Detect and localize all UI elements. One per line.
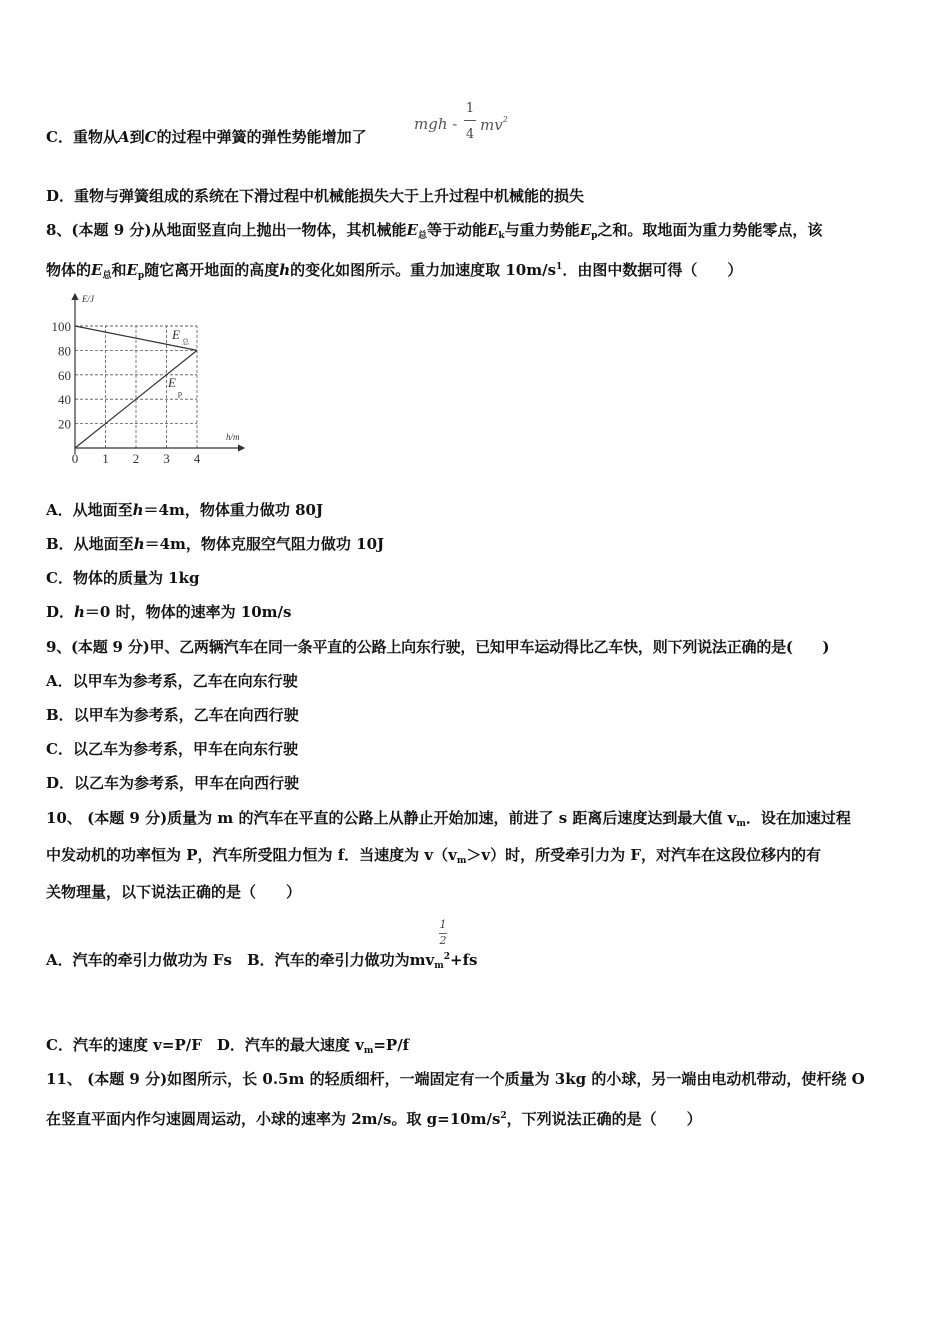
q10-frac-num: 1	[439, 918, 447, 931]
y-axis-label: E/J	[82, 294, 94, 304]
q7-frac-den: 4	[465, 127, 475, 142]
q8-l2-ep: E	[126, 261, 138, 279]
q8-l2-h: h	[279, 261, 291, 279]
q8-opta-a: A．从地面至	[46, 501, 133, 519]
q8-optd-a: D．	[46, 603, 75, 621]
q7-optc-prefix: C．重物从	[46, 128, 118, 146]
q8-l1-ep: E	[579, 221, 592, 239]
label-e-total-sub: 总	[182, 338, 189, 346]
q10-optcd-a: C．汽车的速度 v=P/F D．汽车的最大速度 v	[46, 1036, 364, 1054]
y-tick-label: 100	[51, 319, 71, 334]
q10-optcd-sub: m	[363, 1046, 374, 1056]
q10-l1-b: ．设在加速过程	[745, 809, 851, 827]
q8-l2-b: 和	[111, 261, 127, 279]
q7-frac-bar	[464, 120, 476, 121]
q7-option-c	[46, 127, 367, 147]
q8-l2-c: 随它离开地面的高度	[144, 261, 280, 279]
x-tick-label: 2	[132, 451, 140, 466]
q8-optb-h: h	[133, 535, 145, 553]
q10-stem-line2	[46, 845, 821, 871]
q8-optd-b: ＝0 时，物体的速率为 10m/s	[84, 603, 292, 621]
label-e-p: E	[168, 375, 176, 390]
q11-stem-line1: 11、 (本题 9 分)如图所示，长 0.5m 的轻质细杆，一端固定有一个质量为 3kg 的小球，另一端由电动机带动，使杆绕 O	[46, 1070, 865, 1088]
q8-stem-line2	[46, 257, 742, 286]
q8-l2-a: 物体的	[46, 261, 92, 279]
q7-formula-mv: mv	[480, 116, 503, 134]
y-tick-label: 20	[58, 416, 71, 432]
q8-l1-b: 等于动能	[426, 221, 487, 239]
q10-stem-line3: 关物理量，以下说法正确的是（ ）	[46, 883, 302, 901]
y-tick-label: 60	[58, 367, 71, 383]
q7-formula-right	[480, 115, 508, 134]
x-tick-label: 4	[193, 451, 201, 466]
q8-option-c: C．物体的质量为 1kg	[46, 569, 200, 587]
q9-stem: 9、(本题 9 分)甲、乙两辆汽车在同一条平直的公路上向东行驶，已知甲车运动得比乙车快，则下列说法正确的是( )	[46, 638, 830, 656]
q11-stem-line2	[46, 1106, 702, 1129]
q8-l1-sub-total: 总	[417, 231, 427, 241]
q7-option-d: D．重物与弹簧组成的系统在下滑过程中机械能损失大于上升过程中机械能的损失	[46, 187, 585, 205]
q8-option-b	[46, 534, 384, 554]
q11-l2-b: ，下列说法正确的是（ ）	[506, 1110, 702, 1128]
q10-l2-b: ＞v）时，所受牵引力为 F，对汽车在这段位移内的有	[466, 846, 821, 864]
q10-optcd-b: =P/f	[373, 1036, 410, 1054]
q8-l1-ek: E	[486, 221, 499, 239]
label-e-p-sub: p	[178, 389, 182, 398]
q9-option-a: A．以甲车为参考系，乙车在向东行驶	[46, 672, 298, 690]
q8-l1-a: 8、(本题 9 分)从地面竖直向上抛出一物体，其机械能	[46, 221, 407, 239]
x-axis-label: h/m	[226, 432, 240, 442]
q10-l1-sub: m	[736, 819, 746, 829]
q9-option-c: C．以乙车为参考系，甲车在向东行驶	[46, 740, 298, 758]
y-tick-label: 80	[58, 343, 71, 359]
q10-l2-a: 中发动机的功率恒为 P，汽车所受阻力恒为 f．当速度为 v（v	[46, 846, 457, 864]
q10-optab-sub: m	[434, 961, 444, 971]
q7-optc-a: A	[117, 128, 130, 146]
x-tick-label: 1	[102, 451, 109, 466]
q10-l2-sub: m	[456, 856, 467, 866]
q8-l1-e: E	[406, 221, 418, 239]
q8-l1-c: 与重力势能	[504, 221, 580, 239]
q8-stem-line1	[46, 220, 822, 246]
q11-l2-sup: 2	[500, 1111, 507, 1121]
q10-frac-den: 2	[439, 934, 447, 947]
q8-option-d	[46, 602, 291, 622]
label-e-total: E	[172, 327, 180, 342]
q10-optab-sup: 2	[443, 952, 451, 962]
q10-optab-a: A．汽车的牵引力做功为 Fs B．汽车的牵引力做功为	[46, 951, 410, 969]
q8-l1-d: 之和。取地面为重力势能零点，该	[597, 221, 823, 239]
q7-formula-sup: 2	[502, 115, 508, 124]
q10-stem-line1	[46, 808, 851, 834]
q8-l2-e-tail: ．由图中数据可得（ ）	[562, 261, 743, 279]
x-tick-label: 0	[71, 451, 79, 466]
q7-frac-num: 1	[465, 101, 475, 116]
q9-option-b: B．以甲车为参考系，乙车在向西行驶	[46, 706, 299, 724]
q10-option-cd	[46, 1035, 409, 1061]
q8-optd-h: h	[74, 603, 85, 621]
x-tick-label: 3	[163, 451, 170, 466]
q7-optc-c: C	[144, 128, 157, 146]
q10-optab-c: +fs	[450, 951, 478, 969]
q8-optb-b: ＝4m，物体克服空气阻力做功 10J	[144, 535, 385, 553]
q7-optc-suffix: 的过程中弹簧的弹性势能增加了	[156, 128, 367, 146]
y-tick-label: 40	[58, 392, 71, 408]
q8-l2-sup: 1	[556, 262, 563, 272]
q8-l2-sub-p: p	[137, 271, 145, 281]
q8-l2-d: 的变化如图所示。重力加速度取 10m/s	[290, 261, 557, 279]
q8-l1-sub-p: p	[591, 231, 598, 241]
q8-option-a	[46, 500, 323, 520]
q8-optb-a: B．从地面至	[46, 535, 134, 553]
q8-opta-b: ＝4m，物体重力做功 80J	[143, 501, 324, 519]
q10-l1-a: 10、 (本题 9 分)质量为 m 的汽车在平直的公路上从静止开始加速，前进了 s 距离后速度达到最大值 v	[46, 809, 737, 827]
q8-opta-h: h	[132, 501, 144, 519]
q7-optc-mid: 到	[129, 128, 145, 146]
q11-l2-a: 在竖直平面内作匀速圆周运动，小球的速率为 2m/s。取 g=10m/s	[46, 1110, 501, 1128]
q10-option-ab	[46, 947, 478, 976]
energy-height-graph	[44, 288, 254, 468]
graph-grid	[75, 326, 197, 448]
q10-optab-mv: mv	[409, 951, 435, 969]
q8-l2-e: E	[91, 261, 103, 279]
q9-option-d: D．以乙车为参考系，甲车在向西行驶	[46, 774, 300, 792]
q8-l2-sub-total: 总	[102, 271, 112, 281]
q8-l1-sub-k: k	[498, 231, 505, 241]
q7-formula-left: mgh -	[414, 115, 458, 133]
